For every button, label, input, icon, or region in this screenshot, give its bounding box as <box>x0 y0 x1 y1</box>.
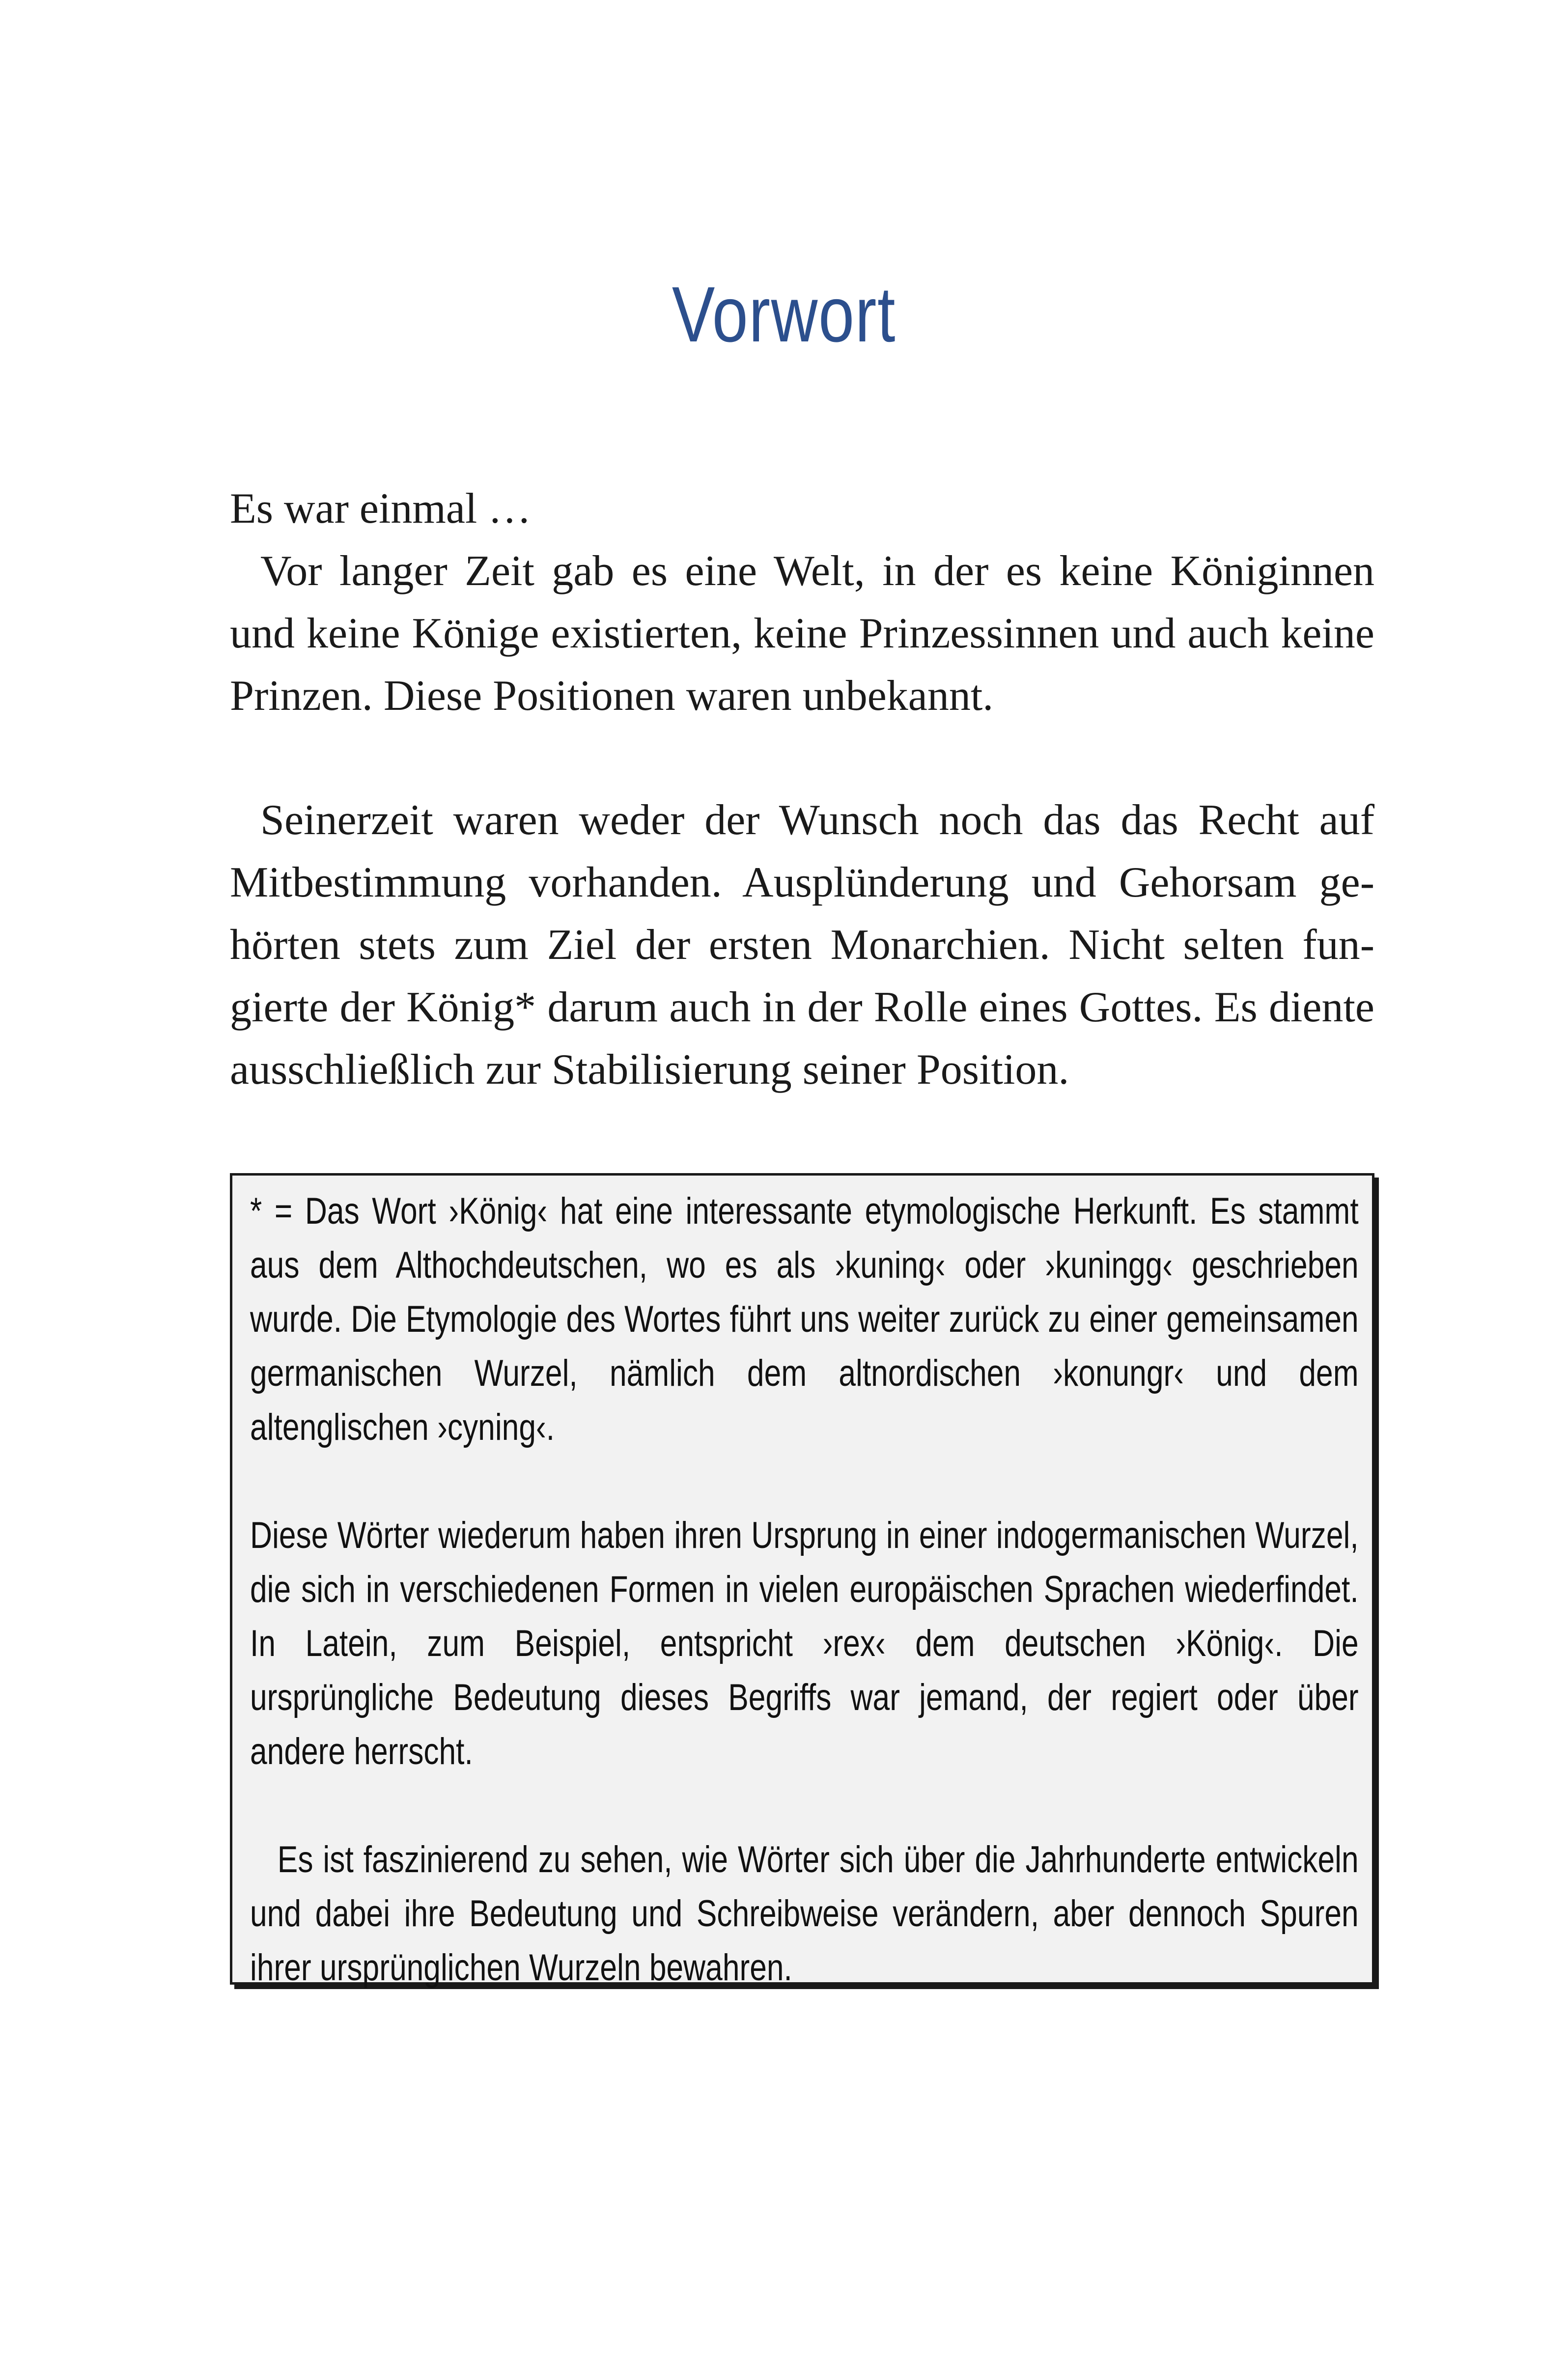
main-text-block <box>230 789 1374 1101</box>
opening-line: Es war einmal … <box>230 485 532 533</box>
intro-text-block <box>230 477 1374 727</box>
footnote-content <box>250 1184 1359 1995</box>
footnote-paragraph-3: Es ist faszinierend zu sehen, wie Wörter sich über die Jahrhunderte entwickeln und dabei ihre Bedeutung und Schreibweise verändern, aber dennoch Spuren ihrer ursprünglichen Wurzeln bewahren. <box>250 1839 1359 1989</box>
footnote-paragraph-2: Diese Wörter wiederum haben ihren Ursprung in einer indogermanischen Wurzel, die sich in verschiedenen Formen in vielen europäischen Sprachen wiederfindet. In Latein, zum Beispiel, entspricht ›rex‹ dem deutschen ›König‹. Die ursprüngliche Bedeutung dieses Begriffs war jemand, der regiert oder über andere herrscht. <box>250 1515 1359 1772</box>
footnote-paragraph-1: * = Das Wort ›König‹ hat eine interessante etymologische Herkunft. Es stammt aus dem Althochdeutschen, wo es als ›kuning‹ oder ›kuningg‹ geschrieben wurde. Die Etymologie des Wortes führt uns weiter zurück zu einer gemeinsamen germanischen Wurzel, nämlich dem altnordischen ›konungr‹ und dem altenglischen ›cyning‹. <box>250 1190 1359 1448</box>
page-title: Vorwort <box>672 270 896 358</box>
paragraph-2: Seinerzeit waren weder der Wunsch noch das das Recht auf Mitbestimmung vorhanden. Ausplünderung und Gehorsam gehörten stets zum Ziel der ersten Monarchien. Nicht selten fungierte der König* darum auch in der Rolle eines Gottes. Es diente ausschließlich zur Stabilisierung seiner Position. <box>230 796 1374 1094</box>
footnote-box <box>230 1173 1374 1989</box>
paragraph-1: Vor langer Zeit gab es eine Welt, in der es keine Königinnen und keine Könige existierten, keine Prinzessinnen und auch keine Prinzen. Diese Positionen waren unbekannt. <box>230 547 1374 720</box>
